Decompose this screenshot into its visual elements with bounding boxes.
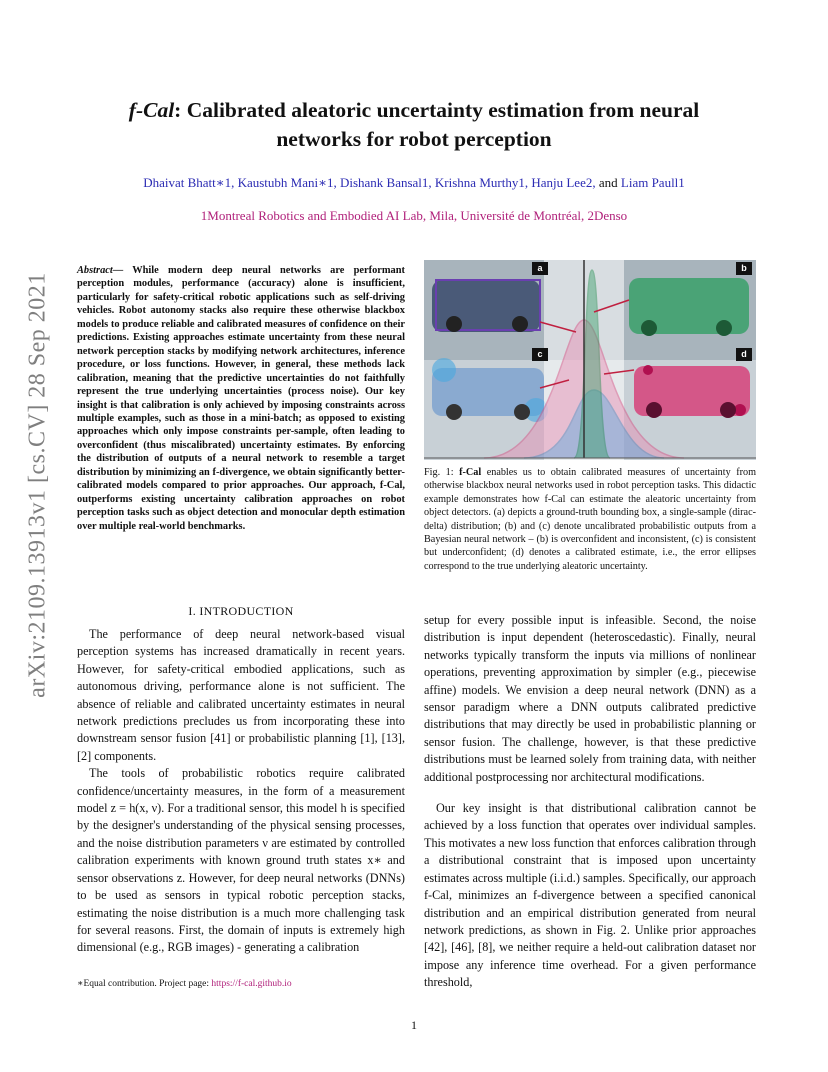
author-1[interactable]: Dhaivat Bhatt∗1 <box>143 175 232 190</box>
project-page-link[interactable]: https://f-cal.github.io <box>211 979 292 989</box>
author-4[interactable]: Krishna Murthy1 <box>434 175 525 190</box>
car-d <box>634 365 750 418</box>
abstract-text: — While modern deep neural networks are performant perception modules, performance (accuracy) alone is insufficient, particularly for safety-critical robotic applications such as self-driving vehicles. Robot autonomy stacks also require these otherwise blackbox models to produce reliable and calibrated measures of confidence on their predictions. Existing approaches estimate uncertainty from these neural network perception stacks by modifying network architectures, inference procedure, or loss functions. However, in general, these methods lack calibration, meaning that the predictive uncertainties do not faithfully represent the true underlying uncertainties (process noise). Our key insight is that calibration is only achieved by imposing constraints across multiple examples, such as those in a mini-batch; as opposed to existing approaches which only impose constraints per-sample, often leading to overconfident (thus miscalibrated) uncertainty estimates. By enforcing the distribution of outputs of a neural network to resemble a target distribution by minimizing an f-divergence, we obtain significantly better-calibrated models compared to prior approaches. Our approach, f-Cal, outperforms existing uncertainty calibration approaches on robot perception tasks such as object detection and monocular depth estimation over multiple real-world benchmarks. <box>77 265 405 532</box>
page-number: 1 <box>411 1018 417 1032</box>
affiliations[interactable]: 1Montreal Robotics and Embodied AI Lab, Mila, Université de Montréal, 2Denso <box>200 208 628 223</box>
figure-1-caption: Fig. 1: f-Cal enables us to obtain calibrated measures of uncertainty from otherwise blackbox neural networks used in robot perception tasks. This didactic example demonstrates how f-Cal can estimate the aleatoric uncertainty from object detectors. (a) depicts a ground-truth bounding box, a single-sample (dirac-delta) distribution; (b) and (c) denote uncalibrated probabilistic outputs from a Bayesian neural network – (b) is overconfident and inconsistent, (c) is consistent but underconfident; (d) denotes a calibrated estimate, i.e., the error ellipses correspond to the true underlying aleatoric uncertainty. <box>424 467 757 572</box>
author-conjunction: and <box>598 175 618 190</box>
panel-label-a: a <box>532 262 548 275</box>
figure-1 <box>424 260 756 460</box>
abstract-label: Abstract <box>77 265 113 276</box>
author-2[interactable]: Kaustubh Mani∗1 <box>237 175 334 190</box>
paragraph: Our key insight is that distributional calibration cannot be achieved by a loss function that operates over individual samples. This motivates a new loss function that enforces calibration through a distributional constraint that is imposed upon uncertainty estimates across multiple (i.i.d.) samples. Specifically, our approach f-Cal, minimizes an f-divergence between a specified canonical distribution and an empirical distribution generated from neural network predictions, as shown in Fig. 2. Unlike prior approaches [42], [46], [8], we neither require a held-out calibration dataset nor impose any inference time overhead. For a given performance threshold, <box>424 801 756 990</box>
left-column <box>77 626 405 957</box>
author-7[interactable]: Liam Paull1 <box>620 175 685 190</box>
section-heading: I. INTRODUCTION <box>188 604 294 618</box>
paragraph: The performance of deep neural network-based visual perception systems has increased dramatically in recent years. However, for safety-critical embodied applications, such as autonomous driving, performance alone is not sufficient. The absence of reliable and calibrated uncertainty estimates in neural network predictions precludes us from incorporating these into downstream sensor fusion [41] or probabilistic planning [1], [13], [2] components. <box>77 627 405 763</box>
author-list: Dhaivat Bhatt∗1, Kaustubh Mani∗1, Dishank Bansal1, Krishna Murthy1, Hanju Lee2, and Liam Paull1 <box>143 175 685 190</box>
author-5[interactable]: Hanju Lee2 <box>531 175 593 190</box>
panel-label-d: d <box>736 348 752 361</box>
paper-title: f-Cal: Calibrated aleatoric uncertainty estimation from neural networks for robot perception <box>128 98 700 151</box>
arxiv-sidebar-stamp: arXiv:2109.13913v1 [cs.CV] 28 Sep 2021 <box>24 272 51 698</box>
figure-1-illustration <box>424 260 756 460</box>
panel-label-c: c <box>532 348 548 361</box>
car-b <box>629 278 749 336</box>
paragraph: setup for every possible input is infeasible. Second, the noise distribution is input dependent (heteroscedastic). Finally, neural networks typically transform the inputs via millions of nonlinear operations, preventing approximation by simpler (e.g., piecewise affine) models. We envision a deep neural network (DNN) as a sensor paradigm where a DNN outputs calibrated predictive distributions that may directly be used in probabilistic planning or sensor fusion. The challenge, however, is that these predictive distributions must be learned solely from training data, with neither additional postprocessing nor architectural modifications. <box>424 613 756 784</box>
author-3[interactable]: Dishank Bansal1 <box>339 175 429 190</box>
footnote: ∗Equal contribution. Project page: https://f-cal.github.io <box>77 979 292 989</box>
right-column <box>424 612 756 992</box>
panel-label-b: b <box>736 262 752 275</box>
abstract <box>77 264 405 533</box>
car-a <box>432 280 540 332</box>
paragraph: The tools of probabilistic robotics require calibrated confidence/uncertainty measures, in the form of a measurement model z = h(x, ν). For a traditional sensor, this model h is specified by the designer's understanding of the physical sensing processes, and the noise distribution parameters ν are estimated by controlled calibration experiments with known ground truth states x∗ and sensor observations z. However, for deep neural networks (DNNs) to be used as sensors in typical robotic perception stacks, estimating the noise distribution is a much more challenging task for several reasons. First, the domain of inputs is extremely high dimensional (e.g., RGB images) - generating a calibration <box>77 766 405 955</box>
